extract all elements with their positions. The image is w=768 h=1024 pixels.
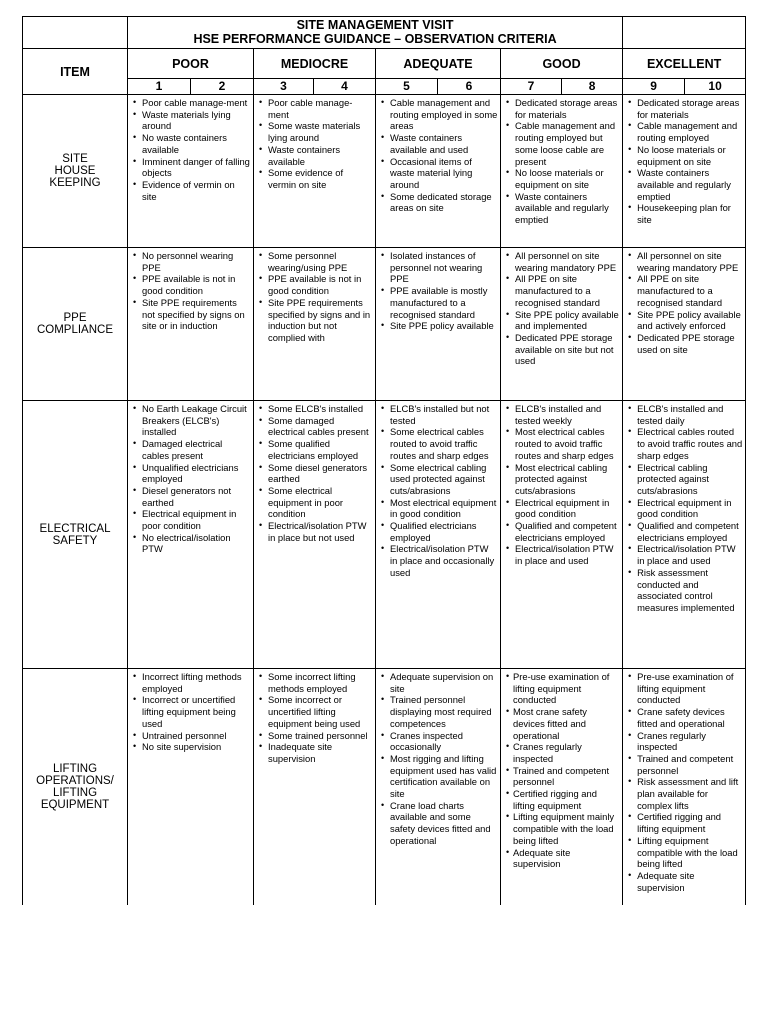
item-cell [23, 669, 128, 905]
excellent-cell [623, 401, 746, 669]
criteria-item: • Some qualified electricians employed [268, 438, 373, 461]
score-2: 2 [191, 79, 254, 95]
criteria-item: • Qualified and competent electricians employed [637, 520, 743, 543]
item-cell [23, 95, 128, 248]
criteria-list [623, 669, 745, 893]
criteria-item: • Some personnel wearing/using PPE [268, 250, 373, 273]
adequate-cell [376, 248, 501, 401]
poor-cell [128, 95, 254, 248]
criteria-item: • Some incorrect or uncertified lifting equipment being used [268, 694, 373, 729]
criteria-item: • Some damaged electrical cables present [268, 415, 373, 438]
row-lifting [23, 669, 746, 905]
criteria-list [128, 95, 253, 202]
criteria-item: • Dedicated storage areas for materials [515, 97, 620, 120]
item-label-line: KEEPING [49, 177, 101, 189]
excellent-cell [623, 248, 746, 401]
header-poor: POOR [128, 49, 254, 79]
criteria-item: • Electrical equipment in good condition [637, 497, 743, 520]
criteria-item: • Site PPE policy available and actively enforced [637, 309, 743, 332]
criteria-list [501, 248, 622, 367]
criteria-item: • Pre-use examination of lifting equipment conducted [513, 671, 620, 706]
criteria-item: • Some waste materials lying around [268, 120, 373, 143]
adequate-cell [376, 95, 501, 248]
criteria-item: • No personnel wearing PPE [142, 250, 251, 273]
item-label-line: OPERATIONS/ [36, 774, 114, 787]
item-label-line: COMPLIANCE [36, 324, 114, 336]
poor-cell [128, 669, 254, 905]
criteria-item: • Some evidence of vermin on site [268, 167, 373, 190]
mediocre-cell [254, 669, 376, 905]
title-blank-left [23, 17, 128, 49]
header-mediocre: MEDIOCRE [254, 49, 376, 79]
criteria-item: • Pre-use examination of lifting equipment conducted [637, 671, 743, 706]
criteria-list [376, 669, 500, 847]
criteria-item: • Some ELCB's installed [268, 403, 373, 415]
mediocre-cell [254, 401, 376, 669]
criteria-item: • No loose materials or equipment on site [515, 167, 620, 190]
header-item: ITEM [23, 49, 128, 95]
adequate-cell [376, 401, 501, 669]
criteria-item: • Electrical/isolation PTW in place but not used [268, 520, 373, 543]
criteria-item: • Site PPE policy available [390, 320, 498, 332]
criteria-item: • Untrained personnel [142, 730, 251, 742]
score-6: 6 [438, 79, 501, 95]
criteria-item: • Cable management and routing employed [637, 120, 743, 143]
criteria-item: • All PPE on site manufactured to a recognised standard [515, 273, 620, 308]
item-label-line: ELECTRICAL [39, 522, 111, 535]
criteria-item: • Inadequate site supervision [268, 741, 373, 764]
criteria-item: • Trained and competent personnel [513, 765, 620, 788]
criteria-item: • Dedicated storage areas for materials [637, 97, 743, 120]
criteria-item: • Most crane safety devices fitted and operational [513, 706, 620, 741]
criteria-list [128, 401, 253, 555]
criteria-item: • Qualified electricians employed [390, 520, 498, 543]
criteria-list [623, 248, 745, 355]
criteria-item: • Electrical/isolation PTW in place and used [515, 543, 620, 566]
criteria-item: • Site PPE requirements not specified by signs on site or in induction [142, 297, 251, 332]
criteria-list [623, 401, 745, 614]
poor-cell [128, 248, 254, 401]
criteria-item: • Lifting equipment mainly compatible with the load being lifted [513, 811, 620, 846]
criteria-table [22, 16, 746, 905]
criteria-item: • Trained personnel displaying most required competences [390, 694, 498, 729]
criteria-item: • Adequate supervision on site [390, 671, 498, 694]
criteria-item: • All PPE on site manufactured to a recognised standard [637, 273, 743, 308]
criteria-list [501, 95, 622, 226]
criteria-item: • Trained and competent personnel [637, 753, 743, 776]
criteria-item: • Some incorrect lifting methods employed [268, 671, 373, 694]
score-5: 5 [376, 79, 438, 95]
criteria-item: • Imminent danger of falling objects [142, 156, 251, 179]
criteria-item: • Waste containers available and regularly emptied [637, 167, 743, 202]
title-line-2: HSE PERFORMANCE GUIDANCE – OBSERVATION CRITERIA [193, 32, 557, 46]
criteria-item: • Incorrect or uncertified lifting equipment being used [142, 694, 251, 729]
criteria-item: • All personnel on site wearing mandatory PPE [637, 250, 743, 273]
criteria-list [376, 95, 500, 214]
criteria-item: • Electrical/isolation PTW in place and occasionally used [390, 543, 498, 578]
criteria-item: • Some trained personnel [268, 730, 373, 742]
document-title [128, 17, 623, 49]
criteria-item: • PPE available is mostly manufactured to a recognised standard [390, 285, 498, 320]
title-blank-right [623, 17, 746, 49]
criteria-item: • Waste containers available [268, 144, 373, 167]
good-cell [501, 669, 623, 905]
criteria-item: • Some dedicated storage areas on site [390, 191, 498, 214]
criteria-item: • Some electrical cabling used protected against cuts/abrasions [390, 462, 498, 497]
criteria-list [254, 95, 375, 191]
criteria-item: • Qualified and competent electricians employed [515, 520, 620, 543]
header-adequate: ADEQUATE [376, 49, 501, 79]
criteria-item: • Lifting equipment compatible with the load being lifted [637, 835, 743, 870]
criteria-item: • Electrical cabling protected against cuts/abrasions [637, 462, 743, 497]
item-label-line: PPE [63, 312, 87, 324]
observation-criteria-sheet [22, 16, 745, 905]
criteria-item: • Evidence of vermin on site [142, 179, 251, 202]
criteria-item: • No Earth Leakage Circuit Breakers (ELCB's) installed [142, 403, 251, 438]
criteria-item: • No waste containers available [142, 132, 251, 155]
criteria-item: • Poor cable manage-ment [268, 97, 373, 120]
criteria-item: • Adequate site supervision [637, 870, 743, 893]
score-3: 3 [254, 79, 314, 95]
item-label-line: LIFTING [52, 786, 98, 799]
criteria-item: • Cranes inspected occasionally [390, 730, 498, 753]
criteria-item: • Isolated instances of personnel not wearing PPE [390, 250, 498, 285]
criteria-item: • Site PPE requirements specified by signs and in induction but not complied with [268, 297, 373, 344]
criteria-list [254, 401, 375, 543]
criteria-item: • Most electrical equipment in good condition [390, 497, 498, 520]
item-label-line: LIFTING [52, 762, 98, 775]
criteria-item: • Certified rigging and lifting equipment [513, 788, 620, 811]
criteria-list [501, 669, 622, 870]
header-excellent: EXCELLENT [623, 49, 746, 79]
score-7: 7 [501, 79, 562, 95]
criteria-item: • Some electrical cables routed to avoid traffic routes and sharp edges [390, 426, 498, 461]
criteria-item: • Most rigging and lifting equipment used has valid certification available on site [390, 753, 498, 800]
criteria-item: • Waste containers available and used [390, 132, 498, 155]
item-cell [23, 248, 128, 401]
criteria-item: • Damaged electrical cables present [142, 438, 251, 461]
criteria-item: • Cable management and routing employed but some loose cable are present [515, 120, 620, 167]
criteria-item: • ELCB's installed and tested weekly [515, 403, 620, 426]
criteria-list [623, 95, 745, 226]
header-good: GOOD [501, 49, 623, 79]
mediocre-cell [254, 95, 376, 248]
row-ppe [23, 248, 746, 401]
criteria-item: • ELCB's installed and tested daily [637, 403, 743, 426]
criteria-item: • Site PPE policy available and implemented [515, 309, 620, 332]
mediocre-cell [254, 248, 376, 401]
criteria-item: • Electrical cables routed to avoid traffic routes and sharp edges [637, 426, 743, 461]
criteria-list [128, 248, 253, 332]
criteria-item: • No site supervision [142, 741, 251, 753]
criteria-list [376, 248, 500, 332]
item-label-line: HOUSE [54, 165, 96, 177]
criteria-item: • Electrical equipment in good condition [515, 497, 620, 520]
criteria-item: • Most electrical cabling protected against cuts/abrasions [515, 462, 620, 497]
criteria-item: • Some electrical equipment in poor condition [268, 485, 373, 520]
criteria-list [254, 669, 375, 765]
criteria-item: • Occasional items of waste material lying around [390, 156, 498, 191]
title-line-1: SITE MANAGEMENT VISIT [296, 18, 454, 32]
criteria-item: • Adequate site supervision [513, 847, 620, 870]
criteria-item: • Unqualified electricians employed [142, 462, 251, 485]
item-label-line: SITE [62, 153, 88, 165]
criteria-item: • No electrical/isolation PTW [142, 532, 251, 555]
criteria-item: • Electrical equipment in poor condition [142, 508, 251, 531]
criteria-item: • Some diesel generators earthed [268, 462, 373, 485]
row-electrical [23, 401, 746, 669]
criteria-item: • Waste containers available and regularly emptied [515, 191, 620, 226]
criteria-list [254, 248, 375, 344]
criteria-list [128, 669, 253, 753]
criteria-item: • Crane load charts available and some safety devices fitted and operational [390, 800, 498, 847]
criteria-item: • PPE available is not in good condition [268, 273, 373, 296]
score-9: 9 [623, 79, 685, 95]
adequate-cell [376, 669, 501, 905]
criteria-item: • Cranes regularly inspected [513, 741, 620, 764]
criteria-item: • Cranes regularly inspected [637, 730, 743, 753]
score-1: 1 [128, 79, 191, 95]
criteria-item: • No loose materials or equipment on site [637, 144, 743, 167]
criteria-item: • All personnel on site wearing mandatory PPE [515, 250, 620, 273]
criteria-item: • Certified rigging and lifting equipment [637, 811, 743, 834]
criteria-item: • Diesel generators not earthed [142, 485, 251, 508]
criteria-item: • Cable management and routing employed in some areas [390, 97, 498, 132]
criteria-item: • Incorrect lifting methods employed [142, 671, 251, 694]
criteria-item: • Poor cable manage-ment [142, 97, 251, 109]
criteria-list [501, 401, 622, 567]
criteria-item: • Most electrical cables routed to avoid traffic routes and sharp edges [515, 426, 620, 461]
poor-cell [128, 401, 254, 669]
criteria-item: • Risk assessment and lift plan available for complex lifts [637, 776, 743, 811]
criteria-item: • PPE available is not in good condition [142, 273, 251, 296]
item-cell [23, 401, 128, 669]
criteria-item: • Dedicated PPE storage used on site [637, 332, 743, 355]
row-housekeeping [23, 95, 746, 248]
score-8: 8 [562, 79, 623, 95]
item-label-line: EQUIPMENT [40, 798, 110, 811]
criteria-item: • Electrical/isolation PTW in place and used [637, 543, 743, 566]
excellent-cell [623, 669, 746, 905]
criteria-item: • Waste materials lying around [142, 109, 251, 132]
good-cell [501, 248, 623, 401]
excellent-cell [623, 95, 746, 248]
score-4: 4 [314, 79, 376, 95]
criteria-item: • Crane safety devices fitted and operational [637, 706, 743, 729]
criteria-item: • ELCB's installed but not tested [390, 403, 498, 426]
good-cell [501, 401, 623, 669]
score-10: 10 [685, 79, 746, 95]
criteria-list [376, 401, 500, 579]
criteria-item: • Risk assessment conducted and associated control measures implemented [637, 567, 743, 614]
good-cell [501, 95, 623, 248]
criteria-item: • Dedicated PPE storage available on site but not used [515, 332, 620, 367]
criteria-item: • Housekeeping plan for site [637, 202, 743, 225]
item-label-line: SAFETY [52, 534, 98, 547]
